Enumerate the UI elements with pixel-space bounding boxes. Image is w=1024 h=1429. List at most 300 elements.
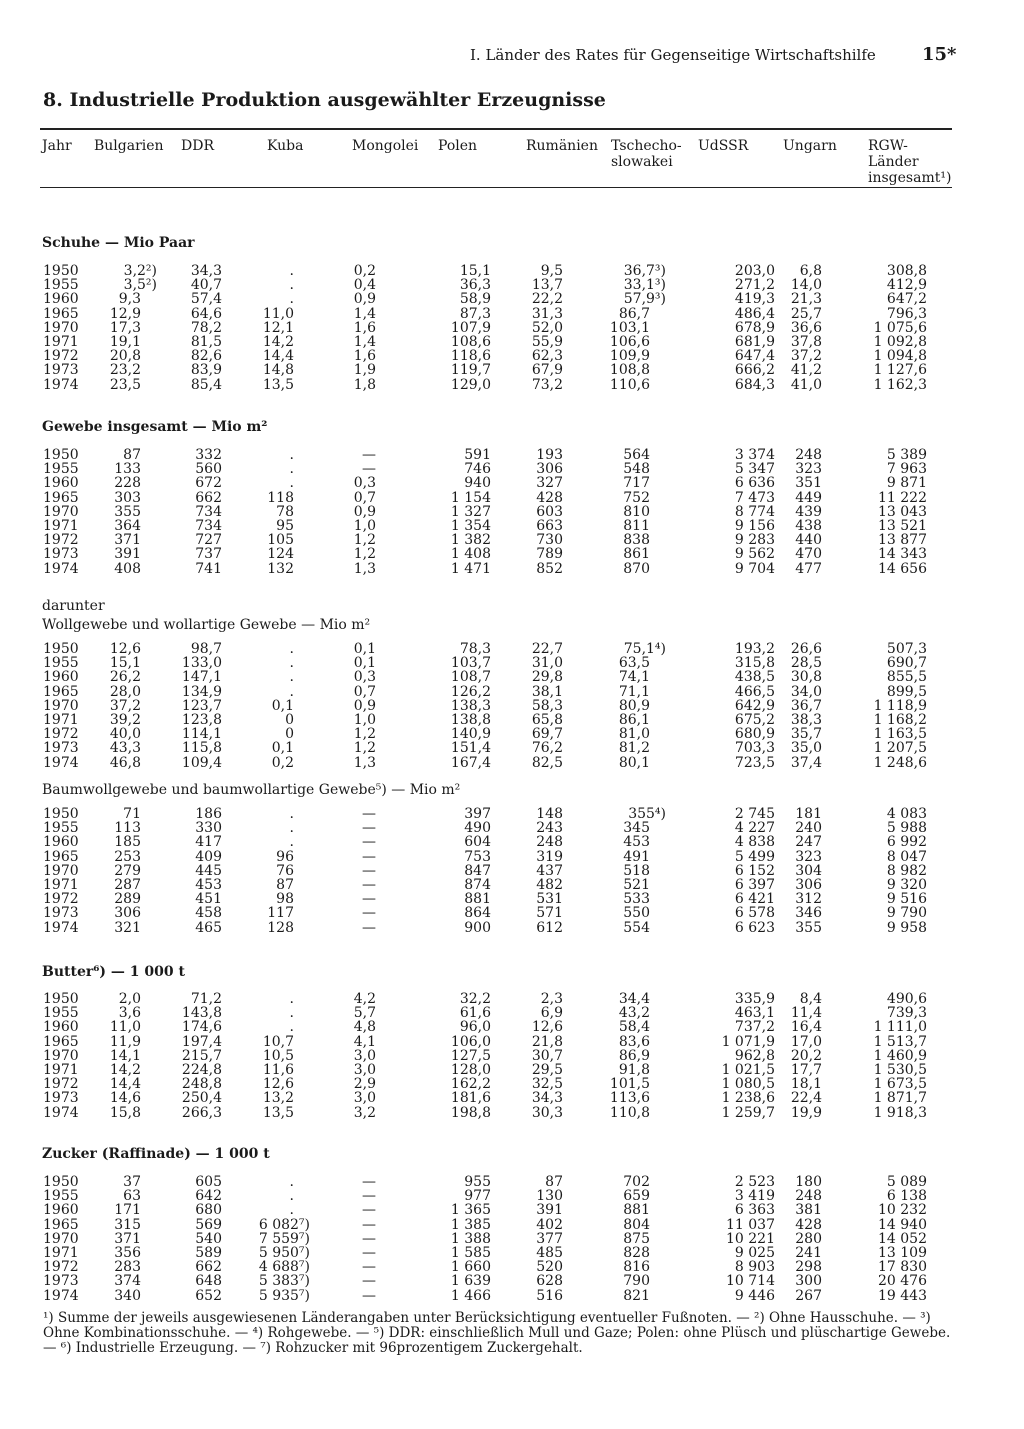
cell-rumaenien: 87	[545, 1174, 563, 1190]
cell-tschechoslowakei: 109,9	[609, 348, 650, 365]
cell-mongolei: 2,9	[353, 1076, 376, 1093]
cell-tschechoslowakei: 838	[623, 532, 650, 549]
cell-mongolei: 1,3	[353, 754, 376, 771]
section-title-baumwollgewebe: Baumwollgewebe und baumwollartige Gewebe⁵) — Mio m²	[42, 782, 461, 798]
cell-bulgarien: 19,1	[109, 333, 141, 350]
cell-rumaenien: 76,2	[531, 740, 563, 757]
cell-bulgarien: 321	[114, 919, 141, 936]
cell-kuba: 0,2	[271, 754, 294, 771]
cell-ddr: 143,8	[181, 1005, 222, 1022]
cell-ungarn: 11,4	[790, 1005, 822, 1022]
cell-ungarn: 22,4	[790, 1090, 822, 1107]
cell-polen: 490	[464, 820, 491, 837]
cell-rumaenien: 31,0	[531, 655, 563, 672]
cell-mongolei: 3,0	[353, 1090, 376, 1107]
cell-tschechoslowakei: 548	[623, 461, 650, 478]
cell-kuba: 96	[276, 848, 294, 865]
cell-udssr: 3 374	[734, 447, 775, 463]
cell-mongolei: —	[362, 1244, 376, 1261]
table-row	[0, 378, 1024, 392]
running-header: I. Länder des Rates für Gegenseitige Wirtschaftshilfe	[470, 46, 876, 64]
cell-ddr: 250,4	[181, 1090, 222, 1107]
cell-kuba: 128	[267, 919, 294, 936]
cell-jahr: 1950	[43, 263, 79, 279]
cell-ddr: 605	[195, 1174, 222, 1190]
cell-kuba: 10,5	[262, 1047, 294, 1064]
cell-ddr: 737	[195, 546, 222, 563]
cell-kuba: 0,1	[271, 740, 294, 757]
cell-kuba: 78	[276, 503, 294, 520]
cell-ungarn: 38,3	[790, 711, 822, 728]
cell-ddr: 451	[195, 891, 222, 908]
cell-jahr: 1970	[43, 1047, 79, 1064]
cell-ddr: 215,7	[181, 1047, 222, 1064]
cell-polen: 753	[464, 848, 491, 865]
cell-bulgarien: 9,3	[118, 291, 141, 308]
cell-bulgarien: 283	[114, 1259, 141, 1276]
cell-rgw: 7 963	[886, 461, 927, 478]
cell-rgw: 1 513,7	[873, 1033, 927, 1050]
cell-polen: 1 385	[450, 1216, 491, 1233]
col-header-ddr: DDR	[181, 138, 214, 154]
cell-kuba: 10,7	[262, 1033, 294, 1050]
cell-bulgarien: 87	[123, 447, 141, 463]
cell-kuba: 13,5	[262, 1104, 294, 1121]
cell-ungarn: 35,7	[790, 726, 822, 743]
cell-udssr: 9 446	[734, 1287, 775, 1304]
cell-udssr: 1 080,5	[721, 1076, 775, 1093]
cell-bulgarien: 371	[114, 1230, 141, 1247]
cell-polen: 32,2	[459, 991, 491, 1007]
table-row	[0, 1274, 1024, 1288]
cell-bulgarien: 17,3	[109, 319, 141, 336]
cell-polen: 61,6	[459, 1005, 491, 1022]
cell-tschechoslowakei: 86,1	[618, 711, 650, 728]
cell-ddr: 109,4	[181, 754, 222, 771]
table-row	[0, 1077, 1024, 1091]
cell-ungarn: 37,2	[790, 348, 822, 365]
cell-bulgarien: 23,5	[109, 376, 141, 393]
cell-bulgarien: 37	[123, 1174, 141, 1190]
cell-jahr: 1974	[43, 919, 79, 936]
cell-bulgarien: 355	[114, 503, 141, 520]
cell-polen: 955	[464, 1174, 491, 1190]
cell-rumaenien: 327	[536, 475, 563, 492]
table-row	[0, 850, 1024, 864]
cell-tschechoslowakei: 106,6	[609, 333, 650, 350]
cell-rumaenien: 2,3	[540, 991, 563, 1007]
cell-rgw: 13 521	[878, 517, 927, 534]
cell-jahr: 1950	[43, 447, 79, 463]
table-row	[0, 562, 1024, 576]
cell-ddr: 540	[195, 1230, 222, 1247]
cell-rumaenien: 628	[536, 1273, 563, 1290]
cell-rumaenien: 520	[536, 1259, 563, 1276]
section-title-gewebe: Gewebe insgesamt — Mio m²	[42, 419, 268, 435]
cell-rgw: 1 673,5	[873, 1076, 927, 1093]
cell-rgw: 13 877	[878, 532, 927, 549]
cell-rgw: 690,7	[886, 655, 927, 672]
cell-polen: 900	[464, 919, 491, 936]
cell-jahr: 1955	[43, 655, 79, 672]
cell-mongolei: —	[362, 905, 376, 922]
cell-ungarn: 18,1	[790, 1076, 822, 1093]
cell-rumaenien: 38,1	[531, 683, 563, 700]
table-row	[0, 656, 1024, 670]
table-row	[0, 321, 1024, 335]
cell-rgw: 412,9	[886, 277, 927, 294]
cell-rgw: 5 389	[886, 447, 927, 463]
cell-ddr: 648	[195, 1273, 222, 1290]
cell-mongolei: —	[362, 876, 376, 893]
cell-ungarn: 449	[795, 489, 822, 506]
cell-udssr: 7 473	[734, 489, 775, 506]
cell-jahr: 1950	[43, 641, 79, 657]
cell-polen: 1 354	[450, 517, 491, 534]
cell-polen: 103,7	[450, 655, 491, 672]
cell-ungarn: 17,7	[790, 1061, 822, 1078]
cell-jahr: 1970	[43, 697, 79, 714]
cell-tschechoslowakei: 75,1⁴)	[623, 641, 666, 657]
cell-rgw: 14 940	[878, 1216, 927, 1233]
cell-rgw: 1 162,3	[873, 376, 927, 393]
cell-ungarn: 17,0	[790, 1033, 822, 1050]
cell-rumaenien: 852	[536, 560, 563, 577]
cell-tschechoslowakei: 110,8	[609, 1104, 650, 1121]
table-row	[0, 1203, 1024, 1217]
cell-tschechoslowakei: 345	[623, 820, 650, 837]
cell-polen: 397	[464, 806, 491, 822]
cell-ungarn: 8,4	[799, 991, 822, 1007]
cell-polen: 1 388	[450, 1230, 491, 1247]
cell-jahr: 1955	[43, 277, 79, 294]
cell-rumaenien: 243	[536, 820, 563, 837]
cell-udssr: 11 037	[726, 1216, 775, 1233]
cell-polen: 1 585	[450, 1244, 491, 1261]
cell-udssr: 10 714	[726, 1273, 775, 1290]
col-header-udssr: UdSSR	[698, 138, 749, 154]
cell-tschechoslowakei: 790	[623, 1273, 650, 1290]
cell-rgw: 1 460,9	[873, 1047, 927, 1064]
cell-rumaenien: 148	[536, 806, 563, 822]
cell-tschechoslowakei: 659	[623, 1188, 650, 1205]
cell-udssr: 962,8	[734, 1047, 775, 1064]
cell-udssr: 9 025	[734, 1244, 775, 1261]
cell-kuba: 13,2	[262, 1090, 294, 1107]
cell-ddr: 224,8	[181, 1061, 222, 1078]
cell-ungarn: 28,5	[790, 655, 822, 672]
cell-jahr: 1972	[43, 532, 79, 549]
cell-kuba: .	[289, 1188, 294, 1205]
cell-mongolei: —	[362, 1202, 376, 1219]
cell-bulgarien: 40,0	[109, 726, 141, 743]
cell-udssr: 9 562	[734, 546, 775, 563]
cell-kuba: .	[289, 655, 294, 672]
cell-rgw: 647,2	[886, 291, 927, 308]
cell-kuba: 0	[285, 726, 294, 743]
cell-rgw: 9 320	[886, 876, 927, 893]
table-row	[0, 864, 1024, 878]
cell-udssr: 6 421	[734, 891, 775, 908]
cell-tschechoslowakei: 811	[623, 517, 650, 534]
cell-polen: 881	[464, 891, 491, 908]
table-row	[0, 462, 1024, 476]
cell-kuba: 12,1	[262, 319, 294, 336]
cell-rgw: 5 988	[886, 820, 927, 837]
cell-mongolei: 3,0	[353, 1047, 376, 1064]
cell-kuba: 118	[267, 489, 294, 506]
cell-udssr: 8 903	[734, 1259, 775, 1276]
cell-ddr: 82,6	[190, 348, 222, 365]
table-row	[0, 1175, 1024, 1189]
section-title-zucker: Zucker (Raffinade) — 1 000 t	[42, 1146, 270, 1162]
table-row	[0, 807, 1024, 821]
cell-udssr: 9 156	[734, 517, 775, 534]
cell-rumaenien: 22,7	[531, 641, 563, 657]
cell-udssr: 647,4	[734, 348, 775, 365]
cell-rgw: 13 043	[878, 503, 927, 520]
cell-kuba: 124	[267, 546, 294, 563]
cell-ungarn: 428	[795, 1216, 822, 1233]
cell-rumaenien: 603	[536, 503, 563, 520]
cell-jahr: 1974	[43, 376, 79, 393]
table-row	[0, 335, 1024, 349]
cell-ddr: 672	[195, 475, 222, 492]
cell-rumaenien: 32,5	[531, 1076, 563, 1093]
cell-bulgarien: 71	[123, 806, 141, 822]
cell-polen: 746	[464, 461, 491, 478]
cell-mongolei: 1,9	[353, 362, 376, 379]
cell-polen: 118,6	[450, 348, 491, 365]
cell-jahr: 1960	[43, 291, 79, 308]
cell-bulgarien: 306	[114, 905, 141, 922]
cell-ddr: 642	[195, 1188, 222, 1205]
cell-jahr: 1950	[43, 1174, 79, 1190]
cell-jahr: 1970	[43, 503, 79, 520]
table-row	[0, 741, 1024, 755]
cell-mongolei: 3,2	[353, 1104, 376, 1121]
cell-polen: 1 154	[450, 489, 491, 506]
cell-rumaenien: 306	[536, 461, 563, 478]
cell-bulgarien: 3,6	[118, 1005, 141, 1022]
cell-bulgarien: 14,2	[109, 1061, 141, 1078]
table-row	[0, 1020, 1024, 1034]
cell-ungarn: 41,2	[790, 362, 822, 379]
cell-rgw: 507,3	[886, 641, 927, 657]
cell-ddr: 147,1	[181, 669, 222, 686]
cell-ungarn: 247	[795, 834, 822, 851]
table-row	[0, 547, 1024, 561]
cell-mongolei: 1,3	[353, 560, 376, 577]
cell-ungarn: 267	[795, 1287, 822, 1304]
cell-rumaenien: 58,3	[531, 697, 563, 714]
cell-ddr: 64,6	[190, 305, 222, 322]
cell-bulgarien: 14,1	[109, 1047, 141, 1064]
cell-jahr: 1960	[43, 475, 79, 492]
cell-rgw: 6 992	[886, 834, 927, 851]
cell-ungarn: 439	[795, 503, 822, 520]
cell-ddr: 134,9	[181, 683, 222, 700]
cell-rumaenien: 29,8	[531, 669, 563, 686]
cell-polen: 977	[464, 1188, 491, 1205]
cell-kuba: .	[289, 291, 294, 308]
cell-rumaenien: 21,8	[531, 1033, 563, 1050]
cell-jahr: 1972	[43, 726, 79, 743]
cell-mongolei: 0,9	[353, 503, 376, 520]
cell-bulgarien: 3,2²)	[123, 263, 157, 279]
cell-udssr: 703,3	[734, 740, 775, 757]
cell-rgw: 14 052	[878, 1230, 927, 1247]
cell-udssr: 315,8	[734, 655, 775, 672]
cell-ddr: 57,4	[190, 291, 222, 308]
cell-tschechoslowakei: 828	[623, 1244, 650, 1261]
cell-polen: 1 327	[450, 503, 491, 520]
cell-mongolei: 0,3	[353, 475, 376, 492]
cell-rumaenien: 62,3	[531, 348, 563, 365]
cell-udssr: 8 774	[734, 503, 775, 520]
cell-polen: 119,7	[450, 362, 491, 379]
cell-udssr: 3 419	[734, 1188, 775, 1205]
cell-ddr: 458	[195, 905, 222, 922]
section-title-schuhe: Schuhe — Mio Paar	[42, 235, 195, 251]
col-header-mongolei: Mongolei	[352, 138, 419, 154]
cell-kuba: .	[289, 641, 294, 657]
table-row	[0, 476, 1024, 490]
table-row	[0, 307, 1024, 321]
cell-ungarn: 21,3	[790, 291, 822, 308]
cell-bulgarien: 391	[114, 546, 141, 563]
cell-tschechoslowakei: 816	[623, 1259, 650, 1276]
cell-mongolei: 1,6	[353, 319, 376, 336]
cell-jahr: 1971	[43, 1061, 79, 1078]
cell-ddr: 445	[195, 862, 222, 879]
page-number: 15*	[922, 44, 957, 65]
cell-bulgarien: 408	[114, 560, 141, 577]
table-row	[0, 892, 1024, 906]
table-row	[0, 278, 1024, 292]
cell-ungarn: 37,4	[790, 754, 822, 771]
header-rule	[40, 187, 952, 188]
col-header-ungarn: Ungarn	[783, 138, 837, 154]
cell-ungarn: 312	[795, 891, 822, 908]
cell-jahr: 1955	[43, 1005, 79, 1022]
cell-jahr: 1973	[43, 740, 79, 757]
cell-bulgarien: 113	[114, 820, 141, 837]
cell-kuba: 14,2	[262, 333, 294, 350]
cell-kuba: .	[289, 820, 294, 837]
cell-rgw: 14 656	[878, 560, 927, 577]
cell-ddr: 98,7	[190, 641, 222, 657]
table-row	[0, 878, 1024, 892]
cell-rgw: 308,8	[886, 263, 927, 279]
cell-ddr: 114,1	[181, 726, 222, 743]
cell-kuba: .	[289, 669, 294, 686]
cell-polen: 604	[464, 834, 491, 851]
section-title-wollgewebe: Wollgewebe und wollartige Gewebe — Mio m²	[42, 617, 371, 633]
table-row	[0, 448, 1024, 462]
cell-jahr: 1965	[43, 1216, 79, 1233]
cell-udssr: 4 227	[734, 820, 775, 837]
top-rule	[40, 128, 952, 130]
cell-bulgarien: 371	[114, 532, 141, 549]
cell-ddr: 332	[195, 447, 222, 463]
table-row	[0, 1006, 1024, 1020]
cell-mongolei: 1,4	[353, 305, 376, 322]
cell-tschechoslowakei: 80,1	[618, 754, 650, 771]
cell-mongolei: —	[362, 1174, 376, 1190]
cell-jahr: 1973	[43, 546, 79, 563]
cell-tschechoslowakei: 521	[623, 876, 650, 893]
cell-kuba: 0	[285, 711, 294, 728]
cell-kuba: 14,4	[262, 348, 294, 365]
table-row	[0, 756, 1024, 770]
cell-polen: 1 660	[450, 1259, 491, 1276]
cell-ddr: 569	[195, 1216, 222, 1233]
cell-ungarn: 6,8	[799, 263, 822, 279]
cell-ddr: 741	[195, 560, 222, 577]
cell-rumaenien: 531	[536, 891, 563, 908]
cell-jahr: 1970	[43, 862, 79, 879]
cell-udssr: 1 021,5	[721, 1061, 775, 1078]
cell-rumaenien: 612	[536, 919, 563, 936]
cell-mongolei: 0,7	[353, 489, 376, 506]
cell-ddr: 133,0	[181, 655, 222, 672]
cell-jahr: 1971	[43, 333, 79, 350]
cell-tschechoslowakei: 881	[623, 1202, 650, 1219]
table-row	[0, 835, 1024, 849]
table-row	[0, 1063, 1024, 1077]
cell-bulgarien: 11,9	[109, 1033, 141, 1050]
cell-udssr: 6 152	[734, 862, 775, 879]
section-title-butter: Butter⁶) — 1 000 t	[42, 964, 185, 980]
cell-bulgarien: 15,1	[109, 655, 141, 672]
cell-tschechoslowakei: 702	[623, 1174, 650, 1190]
cell-rgw: 1 918,3	[873, 1104, 927, 1121]
cell-mongolei: 0,3	[353, 669, 376, 686]
section-rows-baumwollgewebe	[0, 807, 1024, 935]
cell-polen: 162,2	[450, 1076, 491, 1093]
cell-rumaenien: 29,5	[531, 1061, 563, 1078]
cell-bulgarien: 133	[114, 461, 141, 478]
cell-udssr: 419,3	[734, 291, 775, 308]
cell-rgw: 490,6	[886, 991, 927, 1007]
table-row	[0, 1246, 1024, 1260]
table-row	[0, 727, 1024, 741]
cell-bulgarien: 279	[114, 862, 141, 879]
cell-bulgarien: 39,2	[109, 711, 141, 728]
cell-rumaenien: 30,3	[531, 1104, 563, 1121]
cell-ddr: 78,2	[190, 319, 222, 336]
cell-mongolei: —	[362, 1188, 376, 1205]
cell-ungarn: 304	[795, 862, 822, 879]
cell-udssr: 9 283	[734, 532, 775, 549]
cell-rumaenien: 663	[536, 517, 563, 534]
cell-jahr: 1973	[43, 362, 79, 379]
cell-polen: 78,3	[459, 641, 491, 657]
cell-kuba: 87	[276, 876, 294, 893]
cell-rumaenien: 82,5	[531, 754, 563, 771]
cell-mongolei: —	[362, 447, 376, 463]
cell-tschechoslowakei: 821	[623, 1287, 650, 1304]
table-row	[0, 713, 1024, 727]
cell-mongolei: 5,7	[353, 1005, 376, 1022]
cell-kuba: .	[289, 834, 294, 851]
cell-kuba: .	[289, 475, 294, 492]
cell-polen: 1 639	[450, 1273, 491, 1290]
cell-polen: 106,0	[450, 1033, 491, 1050]
table-row	[0, 1218, 1024, 1232]
cell-kuba: .	[289, 461, 294, 478]
